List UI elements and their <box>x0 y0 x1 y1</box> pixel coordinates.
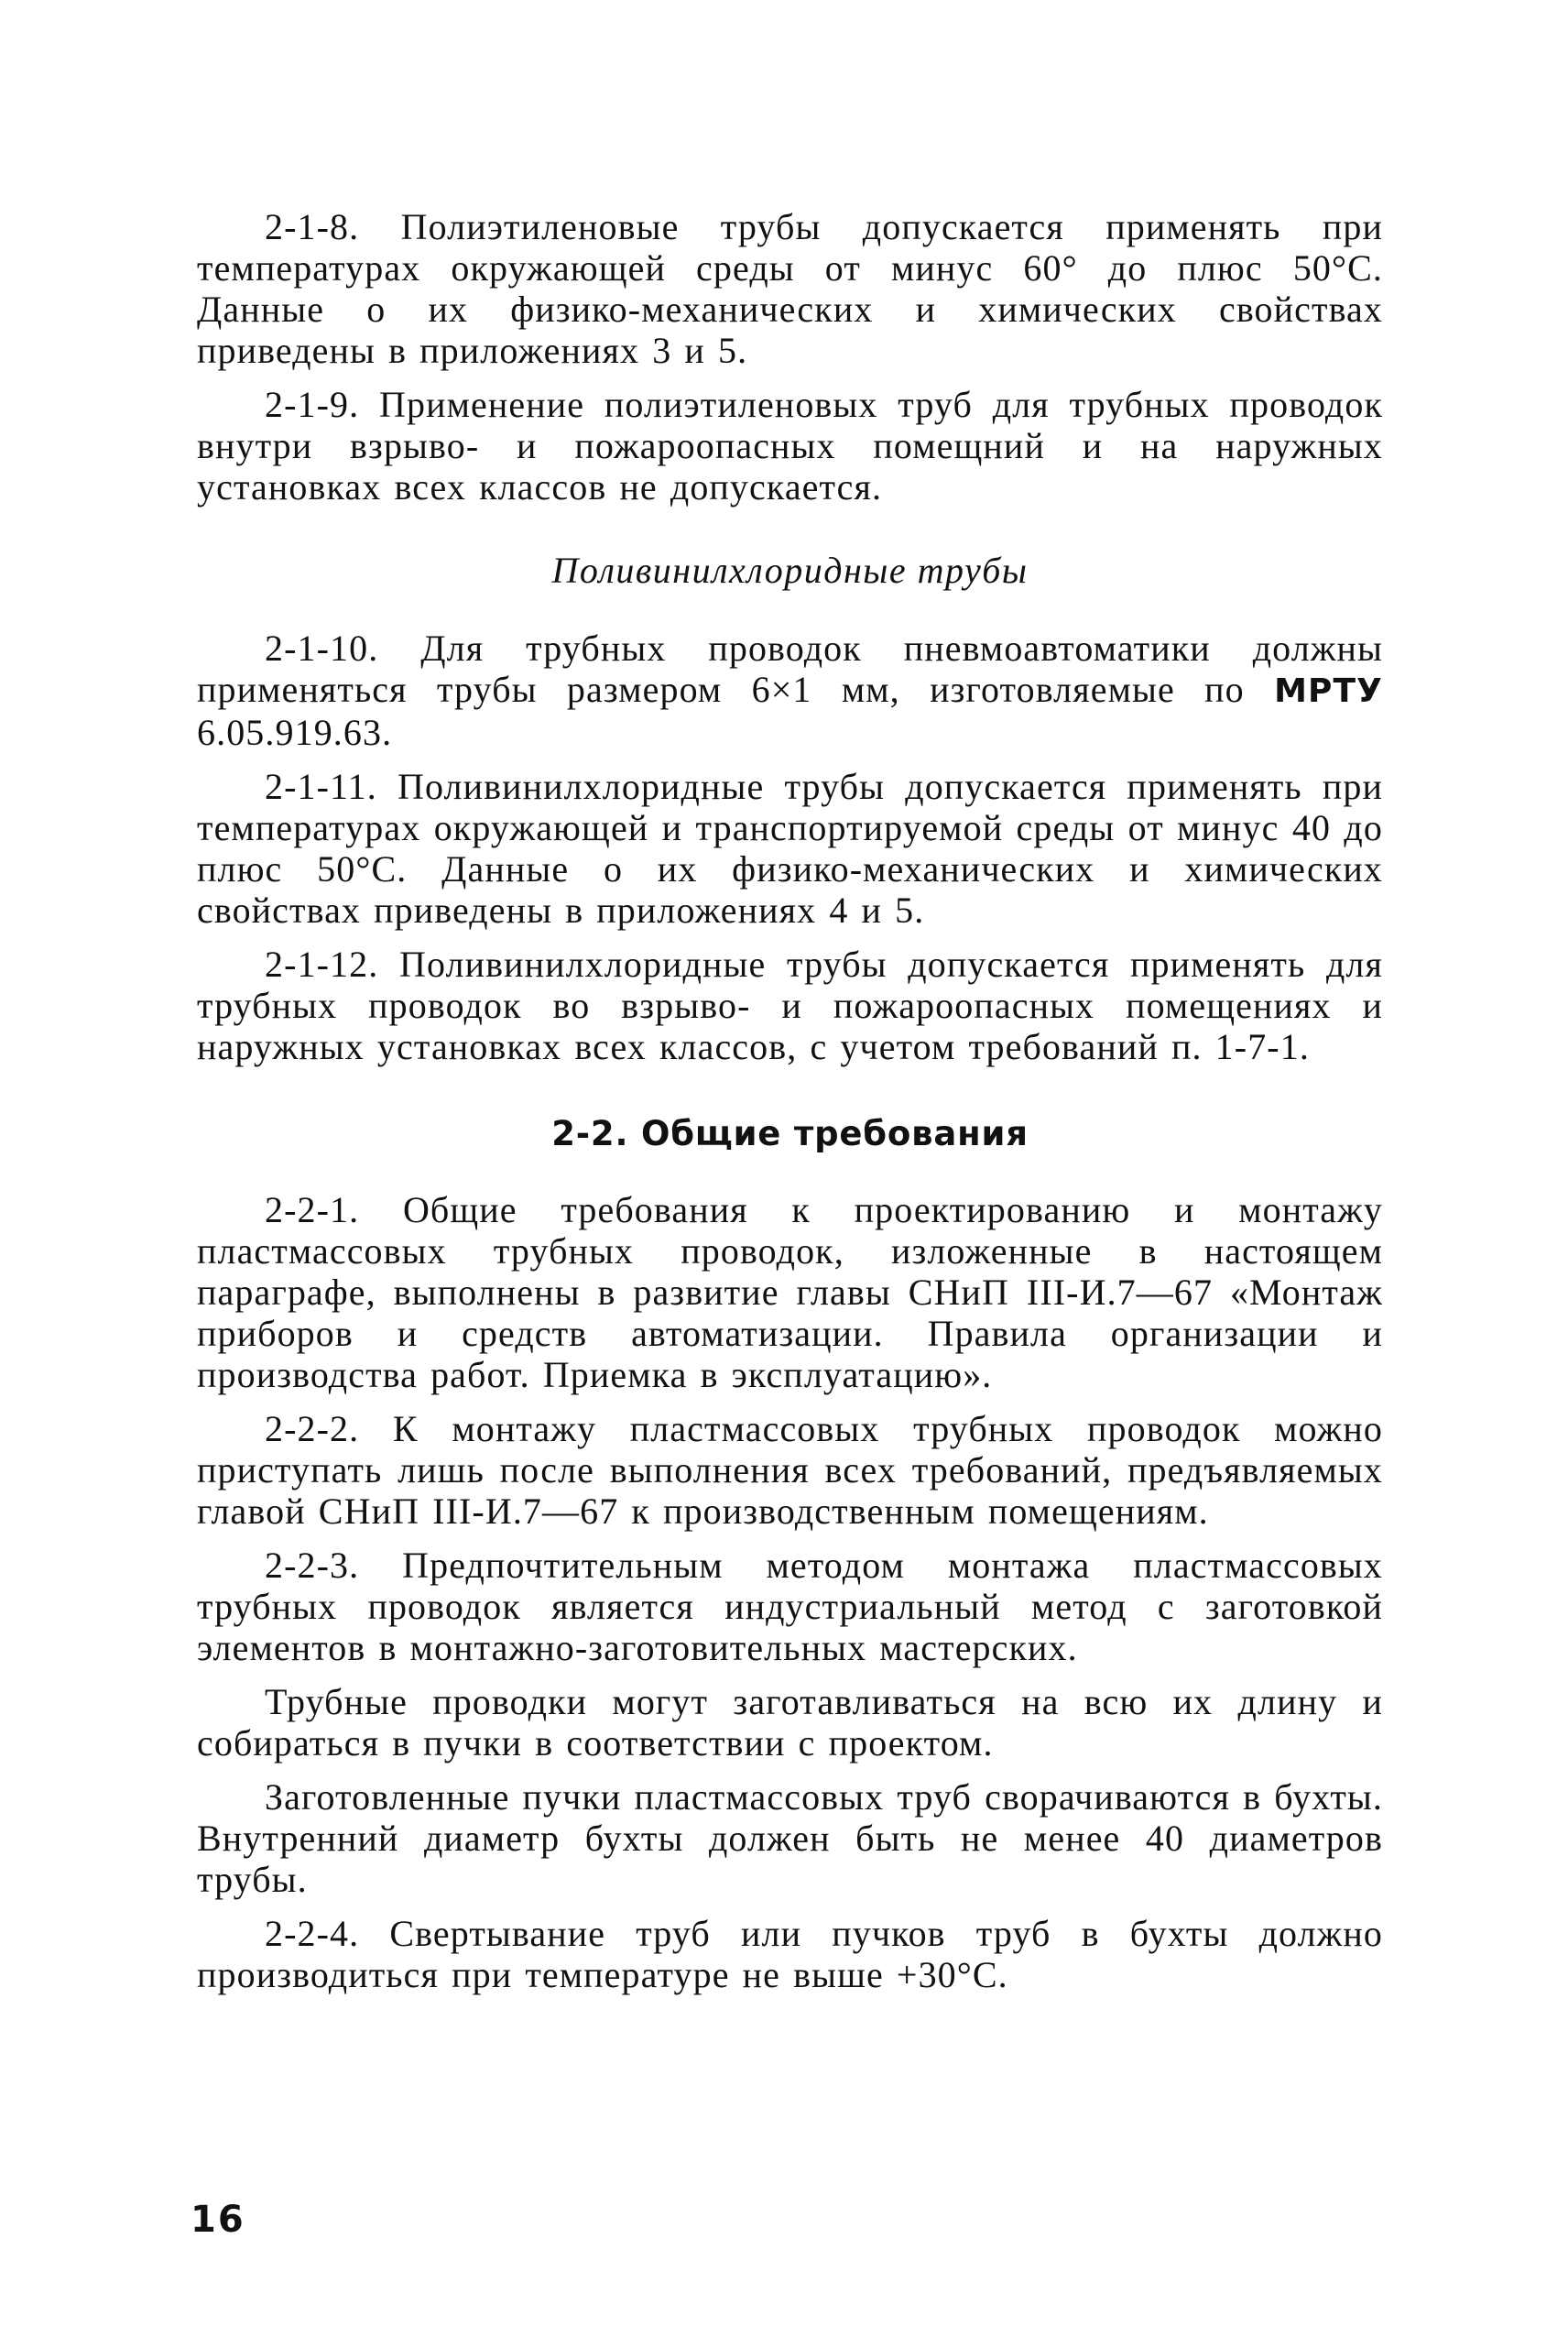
paragraph-2-1-12: 2-1-12. Поливинилхлоридные трубы допускается применять для трубных проводок во взрыво- и пожароопасных помещениях и наружных установках всех классов, с учетом требований п. 1-7-1. <box>197 944 1383 1067</box>
paragraph-bundles: Заготовленные пучки пластмассовых труб сворачиваются в бухты. Внутренний диаметр бухты должен быть не менее 40 диаметров трубы. <box>197 1776 1383 1900</box>
paragraph-2-1-10-end: 6.05.919.63. <box>197 712 393 753</box>
paragraph-2-1-11: 2-1-11. Поливинилхлоридные трубы допускается применять при температурах окружающей и транспортируемой среды от минус 40 до плюс 50°С. Данные о их физико-механических и химических свойствах приведены в приложениях 4 и 5. <box>197 766 1383 931</box>
paragraph-2-1-10-text: 2-1-10. Для трубных проводок пневмоавтоматики должны применяться трубы размером 6×1 мм, изготовляемые по <box>197 628 1383 710</box>
standard-code: МРТУ <box>1274 672 1383 710</box>
paragraph-2-2-2: 2-2-2. К монтажу пластмассовых трубных проводок можно приступать лишь после выполнения всех требований, предъявляемых главой СНиП III-И.7—67 к производственным помещениям. <box>197 1408 1383 1532</box>
page-number: 16 <box>191 2199 245 2241</box>
section-subheading: Поливинилхлоридные трубы <box>551 550 1029 591</box>
paragraph-2-1-10 <box>197 628 1383 753</box>
paragraph-2-1-8: 2-1-8. Полиэтиленовые трубы допускается применять при температурах окружающей среды от минус 60° до плюс 50°С. Данные о их физико-механических и химических свойствах приведены в приложениях 3 и 5. <box>197 206 1383 371</box>
paragraph-2-2-3: 2-2-3. Предпочтительным методом монтажа пластмассовых трубных проводок является индустриальный метод с заготовкой элементов в монтажно-заготовительных мастерских. <box>197 1545 1383 1668</box>
paragraph-2-1-9: 2-1-9. Применение полиэтиленовых труб для трубных проводок внутри взрыво- и пожароопасных помещний и на наружных установках всех классов не допускается. <box>197 384 1383 508</box>
paragraph-2-2-1: 2-2-1. Общие требования к проектированию и монтажу пластмассовых трубных проводок, изложенные в настоящем параграфе, выполнены в развитие главы СНиП III-И.7—67 «Монтаж приборов и средств автоматизации. Правила организации и производства работ. Приемка в эксплуатацию». <box>197 1189 1383 1395</box>
section-heading: 2-2. Общие требования <box>551 1114 1029 1153</box>
paragraph-2-2-4: 2-2-4. Свертывание труб или пучков труб в бухты должно производиться при температуре не выше +30°С. <box>197 1913 1383 1995</box>
text-column <box>197 206 1383 2008</box>
paragraph-tube-lines: Трубные проводки могут заготавливаться на всю их длину и собираться в пучки в соответствии с проектом. <box>197 1681 1383 1764</box>
